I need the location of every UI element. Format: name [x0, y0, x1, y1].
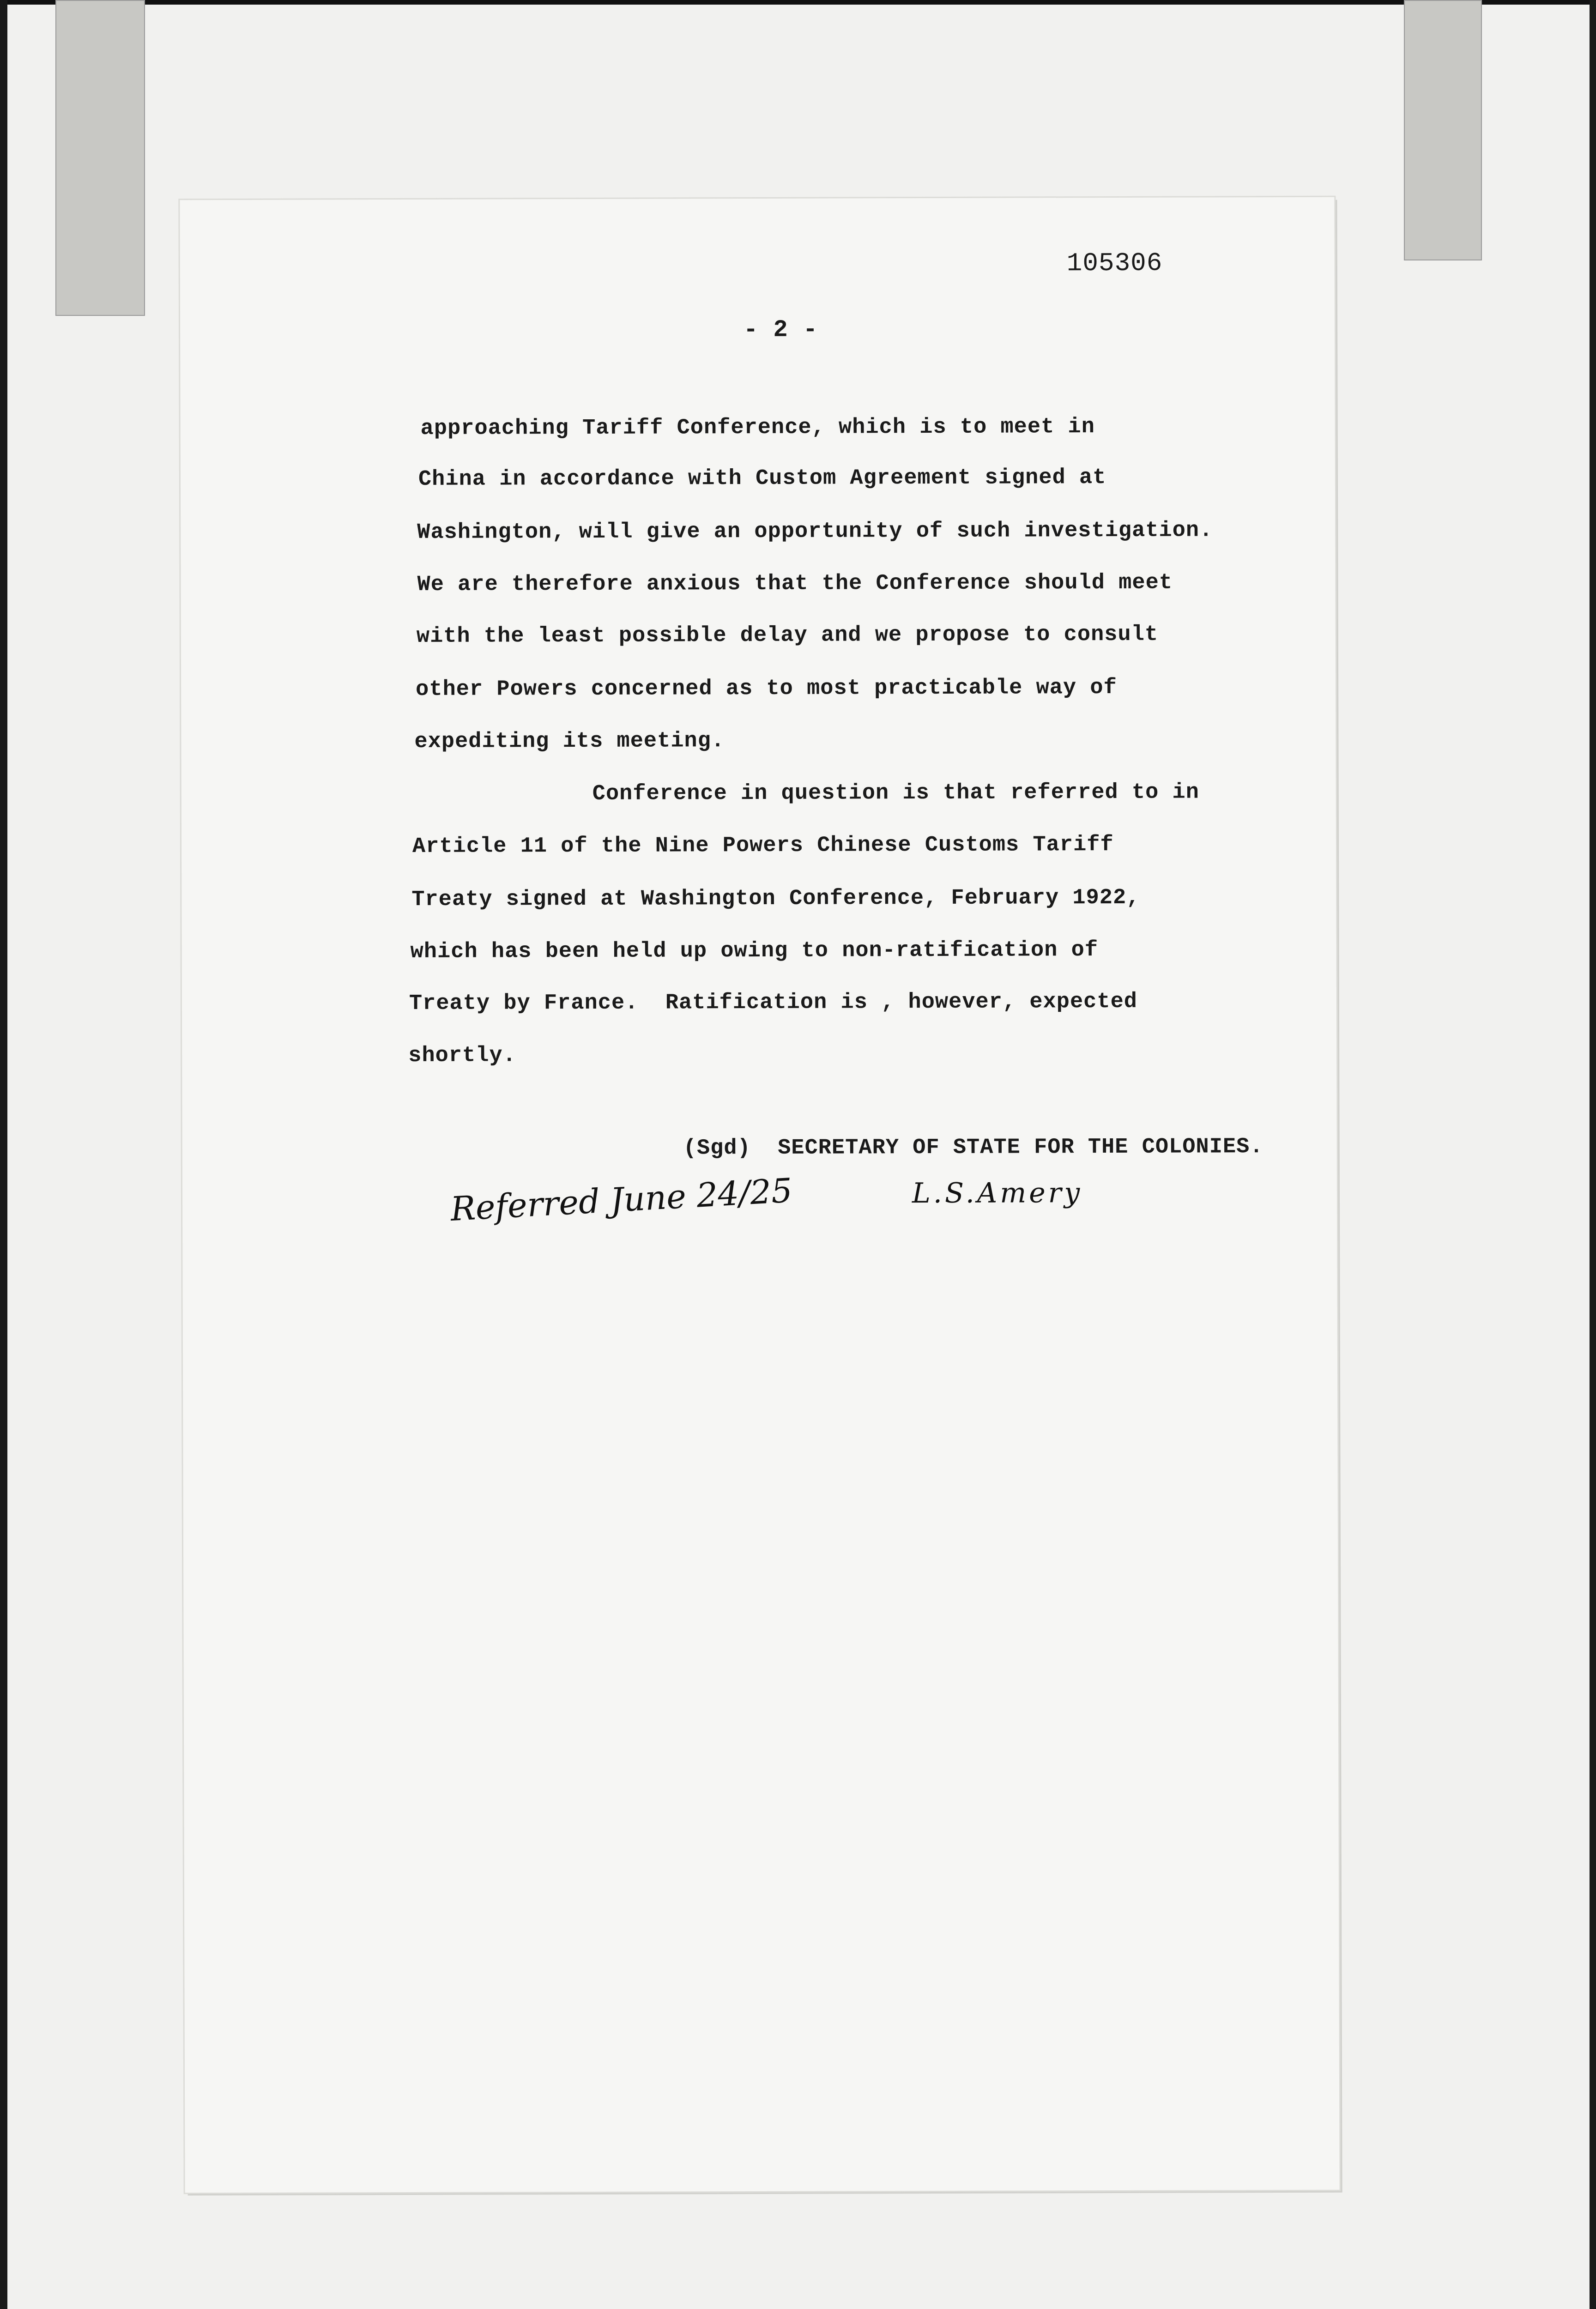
text-line: expediting its meeting.: [414, 729, 725, 754]
text-line: shortly.: [408, 1043, 516, 1068]
text-line: other Powers concerned as to most practicable way of: [416, 675, 1117, 702]
film-left-edge: [0, 0, 7, 2309]
text-line: Conference in question is that referred to in: [592, 780, 1200, 806]
typed-document-page: [180, 197, 1339, 2193]
text-line: Article 11 of the Nine Powers Chinese Customs Tariff: [412, 832, 1114, 859]
document-number: 105306: [1066, 248, 1163, 278]
tape-strip-top-right: [1404, 0, 1482, 260]
page-number: - 2 -: [744, 316, 818, 344]
handwritten-referral-note: Referred June 24/25: [449, 1171, 793, 1229]
text-line: Treaty signed at Washington Conference, February 1922,: [411, 885, 1140, 912]
tape-strip-top-left: [55, 0, 145, 316]
text-line: approaching Tariff Conference, which is to meet in: [420, 415, 1095, 441]
text-line: China in accordance with Custom Agreement signed at: [418, 465, 1106, 492]
signature-block: (Sgd) SECRETARY OF STATE FOR THE COLONIES.: [683, 1135, 1264, 1161]
text-line: with the least possible delay and we propose to consult: [416, 622, 1159, 649]
film-right-edge: [1590, 0, 1596, 2309]
handwritten-signature: L.S.Amery: [912, 1177, 1083, 1210]
film-top-edge: [0, 0, 1596, 5]
text-line: Treaty by France. Ratification is , however, expected: [409, 989, 1138, 1016]
text-line: which has been held up owing to non-ratification of: [410, 938, 1099, 964]
text-line: We are therefore anxious that the Conference should meet: [417, 570, 1173, 597]
text-line: Washington, will give an opportunity of such investigation.: [417, 518, 1213, 545]
